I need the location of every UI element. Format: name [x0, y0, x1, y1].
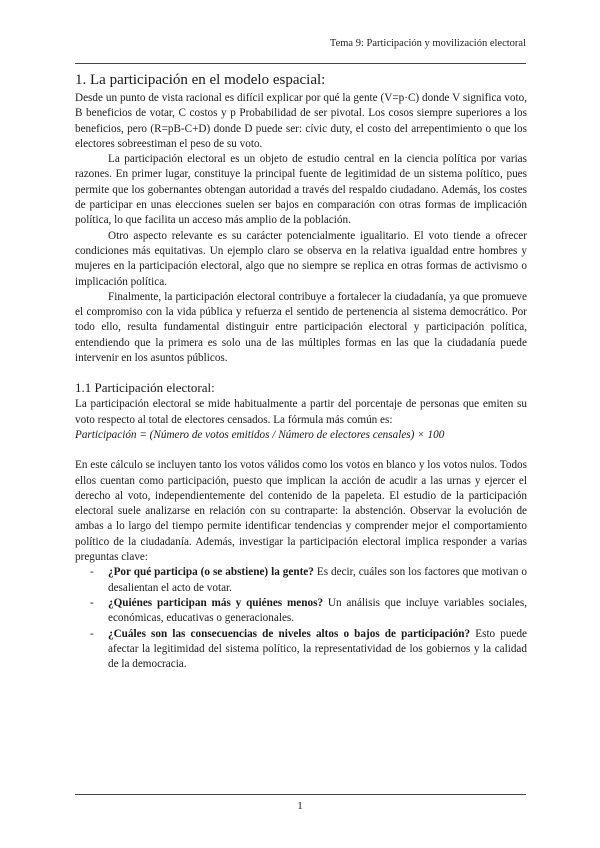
answer-text: Esto puede afectar la legitimidad del sistema político, la representatividad de los gobiernos y la calidad de la democracia.	[108, 627, 528, 671]
list-item	[75, 565, 527, 596]
paragraph-2: La participación electoral es un objeto de estudio central en la ciencia política por varias razones. En primer lugar, constituye la principal fuente de legitimidad de un sistema político, pues permite que los gobernantes obtengan autoridad a través del respaldo ciudadano. Además, los costes de participar en unas elecciones suelen ser bajos en comparación con otras formas de implicación política, lo que facilita un acceso más amplio de la población.	[75, 153, 527, 227]
paragraph-3: Otro aspecto relevante es su carácter potencialmente igualitario. El voto tiende a ofrecer condiciones más equitativas. Un ejemplo claro se observa en la relativa igualdad entre hombres y mujeres en la participación electoral, algo que no siempre se replica en otras formas de activismo o implicación política.	[75, 229, 527, 288]
running-head: Tema 9: Participación y movilización electoral	[329, 38, 526, 49]
question-text: ¿Quiénes participan más y quiénes menos?	[108, 596, 324, 609]
section-heading: 1. La participación en el modelo espacial:	[75, 72, 326, 88]
header-rule	[75, 63, 526, 64]
page-content	[75, 70, 527, 672]
list-item	[75, 627, 527, 673]
subsection-heading: 1.1 Participación electoral:	[75, 380, 215, 396]
list-item	[75, 596, 527, 627]
formula: Participación = (Número de votos emitidos / Número de electores censales) × 100	[75, 428, 445, 441]
page-number: 1	[297, 800, 303, 812]
bullet-dash: -	[90, 596, 94, 609]
bullet-dash: -	[90, 627, 94, 640]
subsection-body: En este cálculo se incluyen tanto los votos válidos como los votos en blanco y los votos nulos. Todos ellos cuentan como participación, puesto que implican la acción de acudir a las urnas y ejercer el derecho al voto, independientemente del contenido de la papeleta. El estudio de la participación electoral suele analizarse en relación con su contraparte: la abstención. Observar la evolución de ambas a lo largo del tiempo permite identificar tendencias y comprender mejor el comportamiento político de la ciudadanía. Además, investigar la participación electoral implica responder a varias preguntas clave:	[75, 459, 527, 564]
subsection-intro: La participación electoral se mide habitualmente a partir del porcentaje de personas que emiten su voto respecto al total de electores censados. La fórmula más común es:	[75, 398, 527, 426]
bullet-dash: -	[90, 566, 94, 579]
question-text: ¿Cuáles son las consecuencias de niveles altos o bajos de participación?	[108, 627, 471, 640]
answer-text: Un análisis que incluye variables sociales, económicas, educativas o generacionales.	[108, 596, 528, 625]
answer-text: Es decir, cuáles son los factores que motivan o desalientan el acto de votar.	[108, 566, 527, 594]
paragraph-1: Desde un punto de vista racional es difícil explicar por qué la gente (V=p·C) donde V significa voto, B beneficios de votar, C costos y p Probabilidad de ser pivotal. Los cosos siempre superiores a los beneficios, pero (R=pB-C+D) donde D puede ser: cívic duty, el costo del arrepentimiento o que los electores sobreestiman el peso de su voto.	[75, 92, 527, 150]
key-questions-list	[75, 565, 527, 672]
footer-rule	[75, 794, 526, 795]
question-text: ¿Por qué participa (o se abstiene) la gente?	[108, 566, 314, 579]
paragraph-4: Finalmente, la participación electoral contribuye a fortalecer la ciudadanía, ya que promueve el compromiso con la vida pública y refuerza el sentido de pertenencia al sistema democrático. Por todo ello, resulta fundamental distinguir entre participación electoral y participación política, entendiendo que la primera es solo una de las múltiples formas en las que la ciudadanía puede intervenir en los asuntos públicos.	[75, 290, 527, 365]
